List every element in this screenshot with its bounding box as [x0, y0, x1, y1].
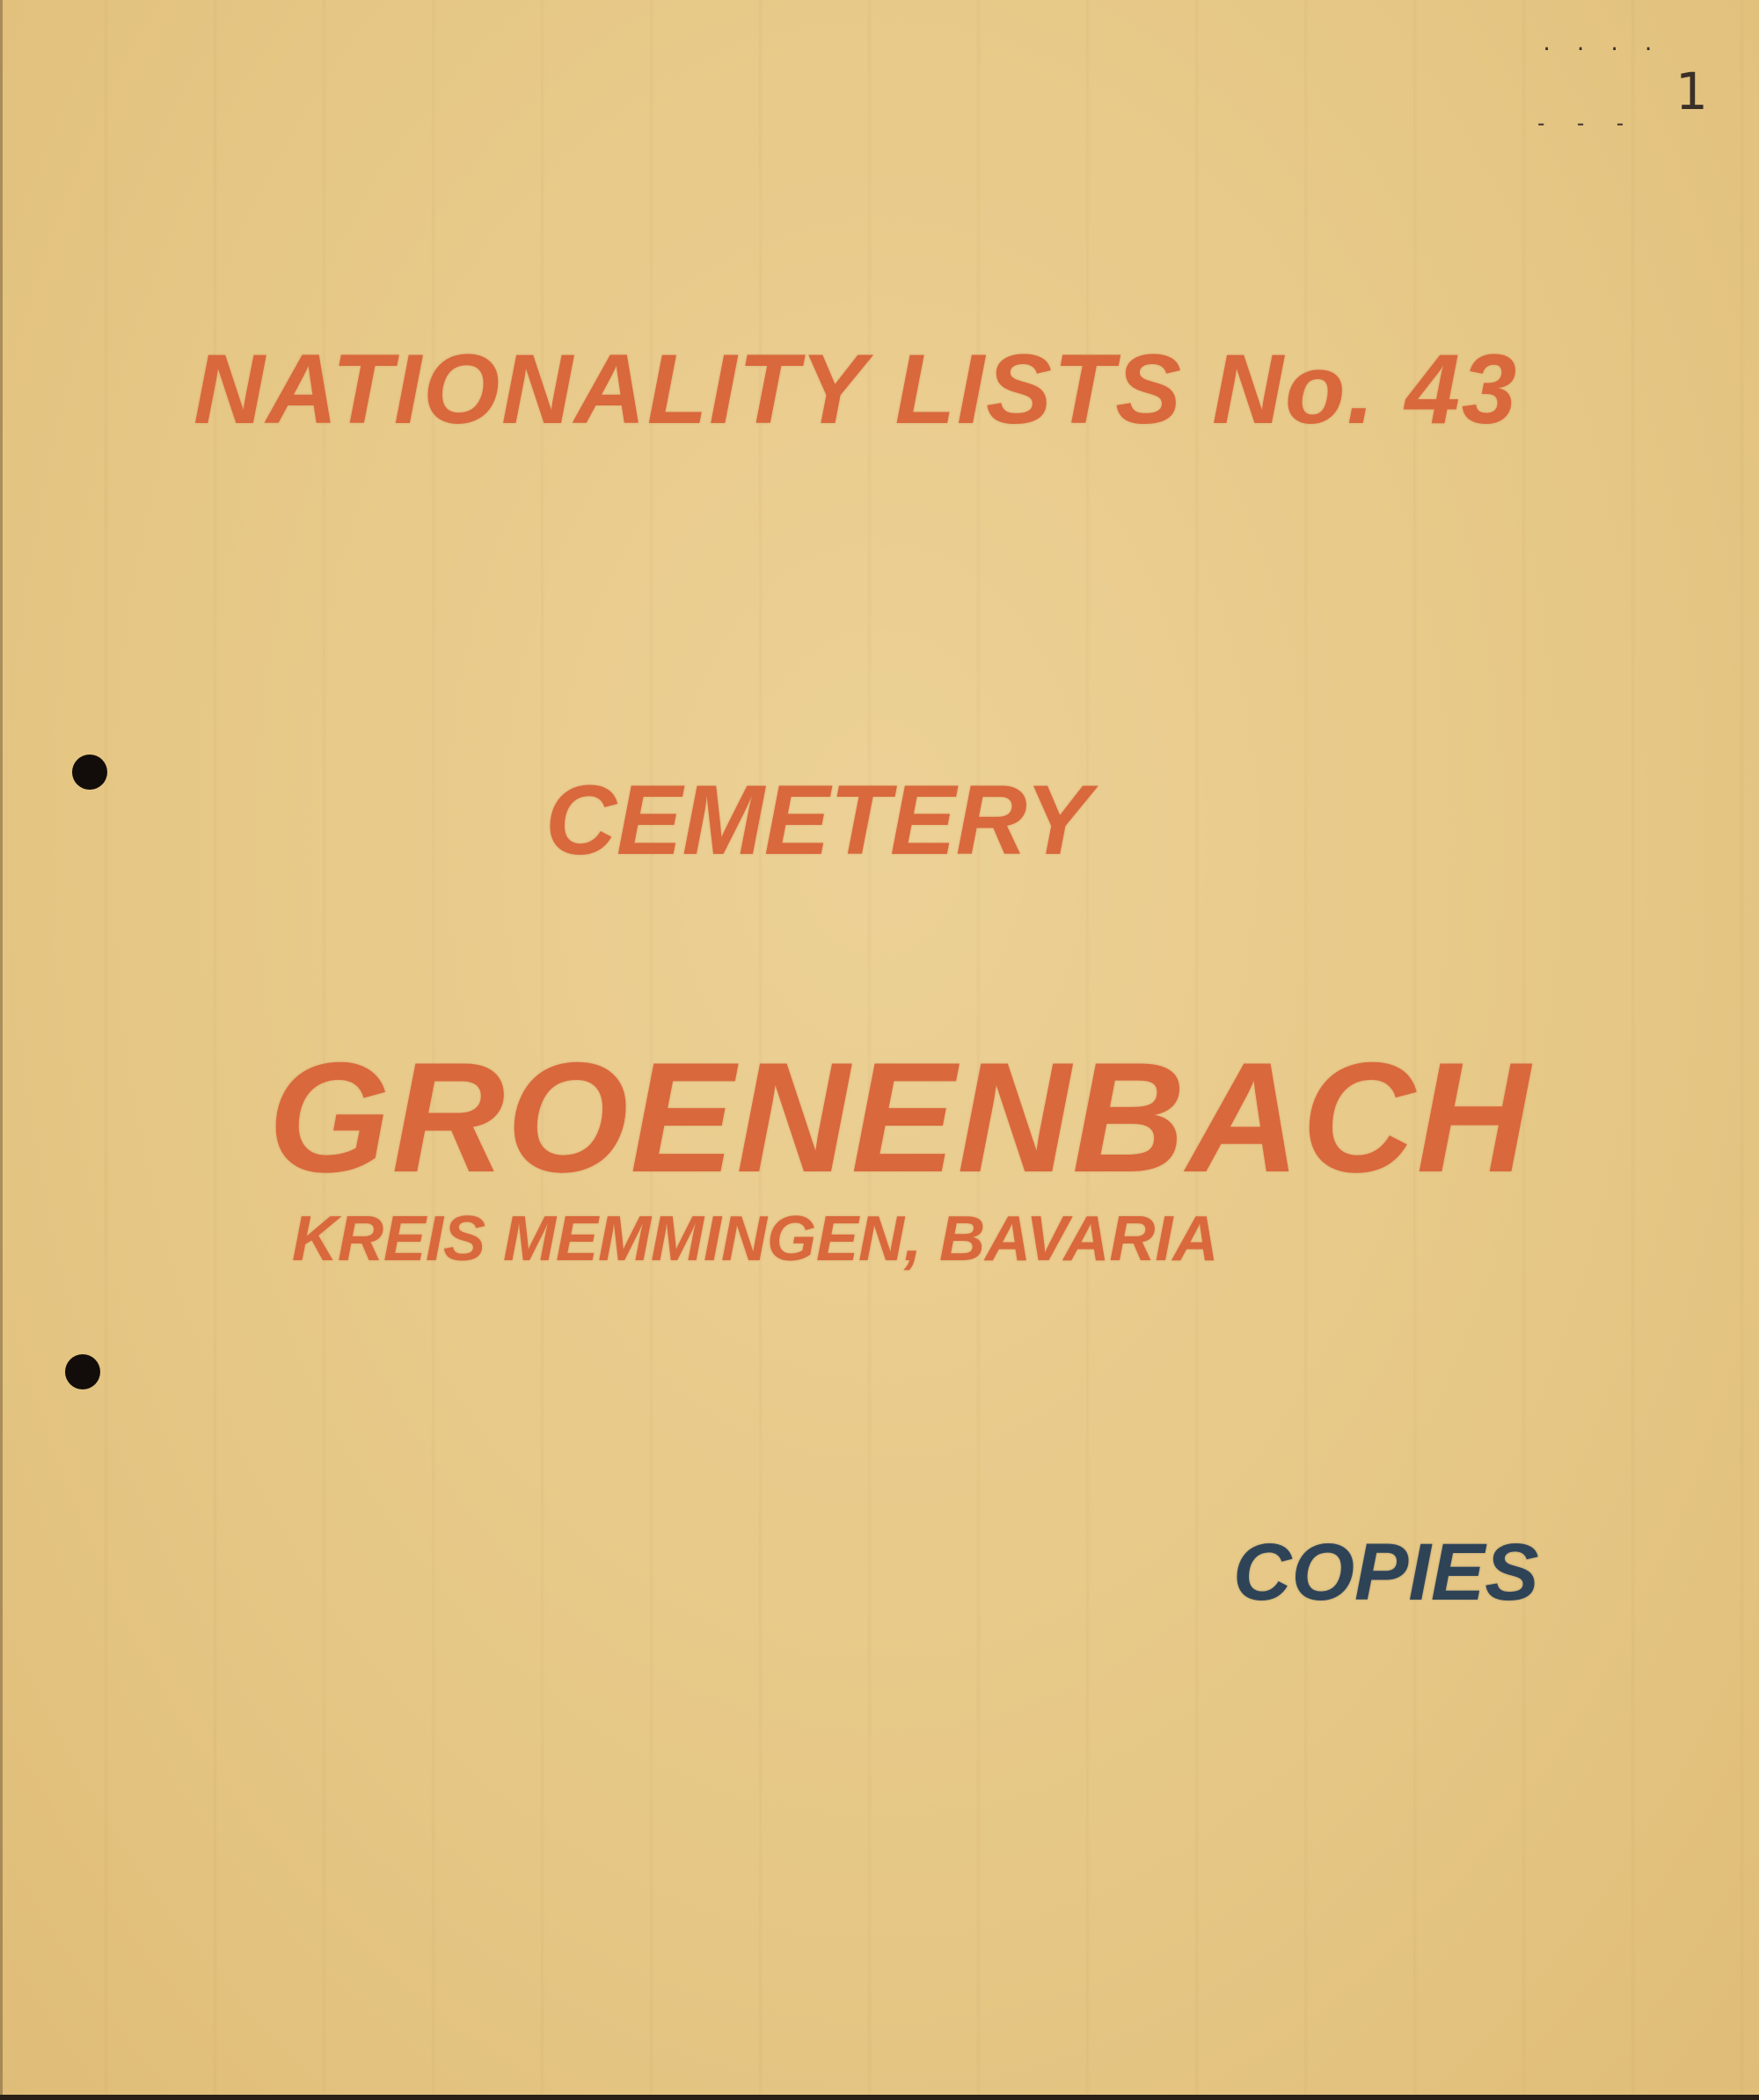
document-title: NATIONALITY LISTS No. 43: [193, 334, 1519, 444]
cemetery-label: CEMETERY: [545, 765, 1091, 875]
cemetery-location: KREIS MEMMINGEN, BAVARIA: [292, 1204, 1219, 1274]
page-bottom-edge: [0, 2095, 1759, 2100]
punch-hole-top: [72, 755, 107, 790]
corner-marks-dash: - - -: [1535, 111, 1634, 135]
page-left-edge: [0, 0, 3, 2100]
copies-stamp: COPIES: [1233, 1528, 1539, 1617]
corner-marks-top: . . . .: [1541, 33, 1660, 55]
page-number: 1: [1675, 62, 1708, 121]
cemetery-name: GROENENBACH: [268, 1030, 1532, 1205]
punch-hole-bottom: [65, 1354, 100, 1389]
